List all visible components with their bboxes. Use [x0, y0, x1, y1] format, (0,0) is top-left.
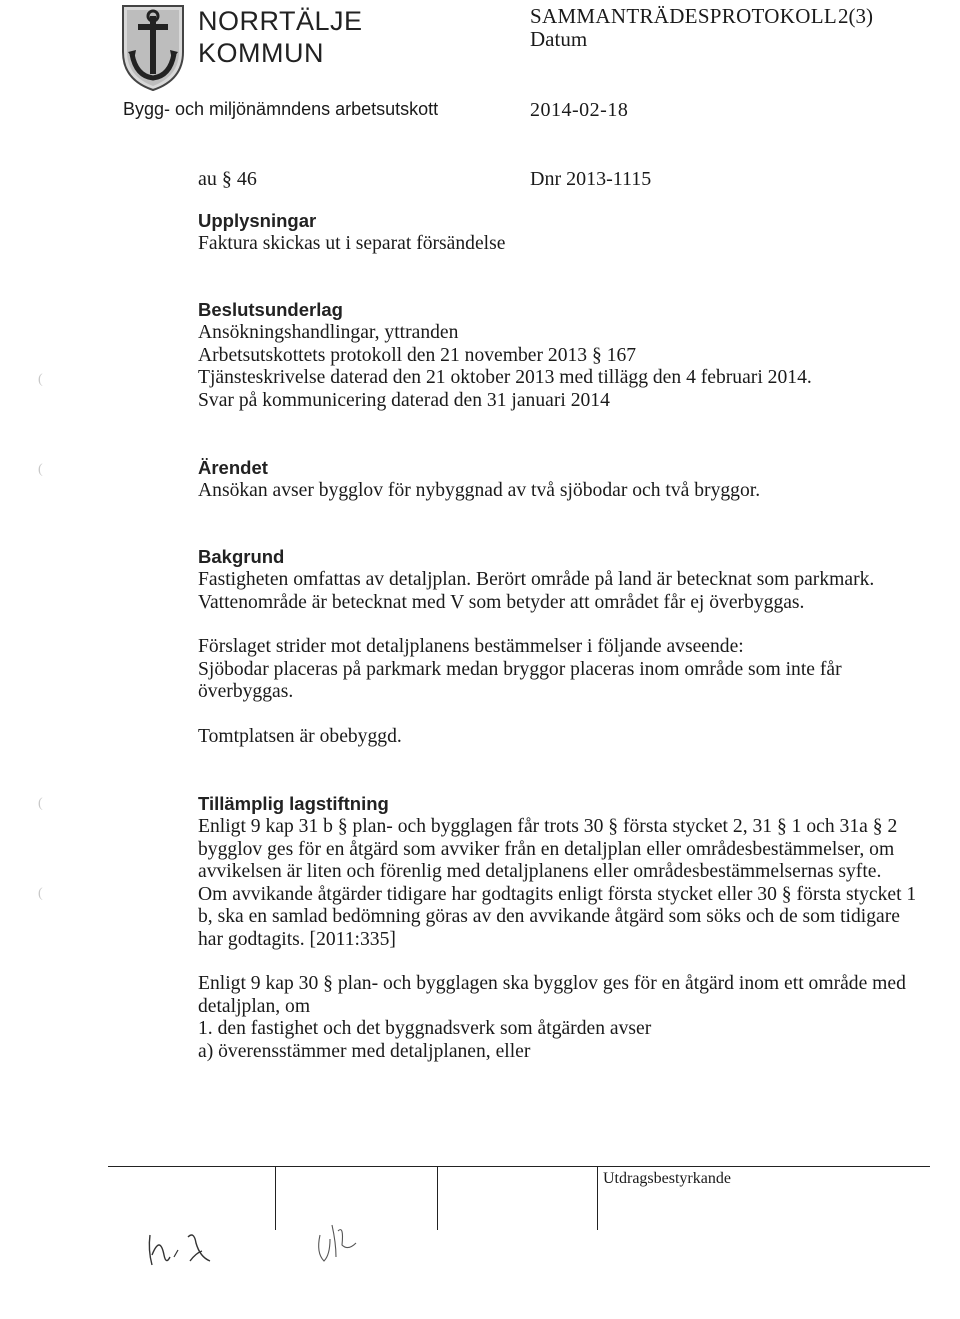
paragraph-number: au § 46 [198, 168, 257, 190]
heading-bakgrund: Bakgrund [198, 546, 285, 567]
bakgrund-paragraph-2 [198, 636, 842, 704]
text-line: Enligt 9 kap 31 b § plan- och bygglagen får trots 30 § första stycket 2, 31 § 1 och 31a § 2 [198, 816, 898, 837]
org-name-line1: NORRTÄLJE [198, 6, 363, 36]
extract-certification-label: Utdragsbestyrkande [603, 1170, 731, 1187]
text-line: Fastigheten omfattas av detaljplan. Berört område på land är betecknat som parkmark. [198, 569, 875, 590]
text-line: 1. den fastighet och det byggnadsverk som åtgärden avser [198, 1018, 652, 1039]
page-number: 2(3) [838, 4, 873, 28]
heading-arendet: Ärendet [198, 457, 268, 478]
margin-mark: ( [38, 796, 43, 811]
coat-of-arms-anchor-icon [118, 2, 188, 92]
committee-name: Bygg- och miljönämndens arbetsutskott [123, 99, 439, 119]
text-line: Tjänsteskrivelse daterad den 21 oktober 2013 med tillägg den 4 februari 2014. [198, 367, 812, 388]
bakgrund-paragraph-3 [198, 726, 402, 749]
text-line: Ansökan avser bygglov för nybyggnad av två sjöbodar och två bryggor. [198, 480, 761, 501]
text-line: Arbetsutskottets protokoll den 21 november 2013 § 167 [198, 344, 637, 366]
text-line: detaljplan, om [198, 995, 311, 1017]
text-line: bygglov ges för en åtgärd som avviker från en detaljplan eller områdesbestämmelser, om [198, 838, 895, 860]
text-line: avvikelsen är liten och förenlig med detaljplanens eller områdesbestämmelsernas syfte. [198, 861, 882, 882]
handwritten-initials [130, 1195, 370, 1285]
date-label: Datum [530, 27, 588, 51]
footer-divider [597, 1166, 598, 1230]
text-line: a) överensstämmer med detaljplanen, eller [198, 1040, 531, 1062]
text-line: b, ska en samlad bedömning göras av den avvikande åtgärd som söks och de som tidigare [198, 906, 900, 927]
text-line: Om avvikande åtgärder tidigare har godtagits enligt första stycket eller 30 § första stycket 1 [198, 883, 917, 905]
org-name-line2: KOMMUN [198, 38, 324, 68]
text-line: Faktura skickas ut i separat försändelse [198, 233, 506, 254]
arendet-text [198, 480, 760, 503]
bakgrund-paragraph-1 [198, 569, 874, 614]
margin-mark: ( [38, 372, 43, 387]
upplysningar-text [198, 233, 505, 256]
text-line: Förslaget strider mot detaljplanens bestämmelser i följande avseende: [198, 636, 744, 657]
text-line: Tomtplatsen är obebyggd. [198, 726, 402, 747]
text-line: Ansökningshandlingar, yttranden [198, 322, 459, 343]
diary-number: Dnr 2013-1115 [530, 168, 652, 190]
text-line: överbyggas. [198, 681, 294, 702]
margin-mark: ( [38, 462, 43, 477]
lagstiftning-paragraph-1 [198, 816, 916, 951]
text-line: har godtagits. [2011:335] [198, 928, 396, 950]
text-line: Sjöbodar placeras på parkmark medan bryggor placeras inom område som inte får [198, 658, 842, 680]
lagstiftning-paragraph-2 [198, 973, 906, 1063]
heading-upplysningar: Upplysningar [198, 210, 317, 231]
heading-tillamplig-lagstiftning: Tillämplig lagstiftning [198, 793, 389, 814]
heading-beslutsunderlag: Beslutsunderlag [198, 299, 343, 320]
footer-divider [437, 1166, 438, 1230]
beslutsunderlag-list [198, 322, 812, 412]
text-line: Svar på kommunicering daterad den 31 januari 2014 [198, 389, 610, 411]
document-title: SAMMANTRÄDESPROTOKOLL [530, 4, 837, 28]
footer-rule [108, 1166, 930, 1167]
meeting-date: 2014-02-18 [530, 99, 629, 121]
text-line: Enligt 9 kap 30 § plan- och bygglagen ska bygglov ges för en åtgärd inom ett område med [198, 973, 906, 994]
text-line: Vattenområde är betecknat med V som betyder att området får ej överbyggas. [198, 591, 805, 613]
margin-mark: ( [38, 886, 43, 901]
